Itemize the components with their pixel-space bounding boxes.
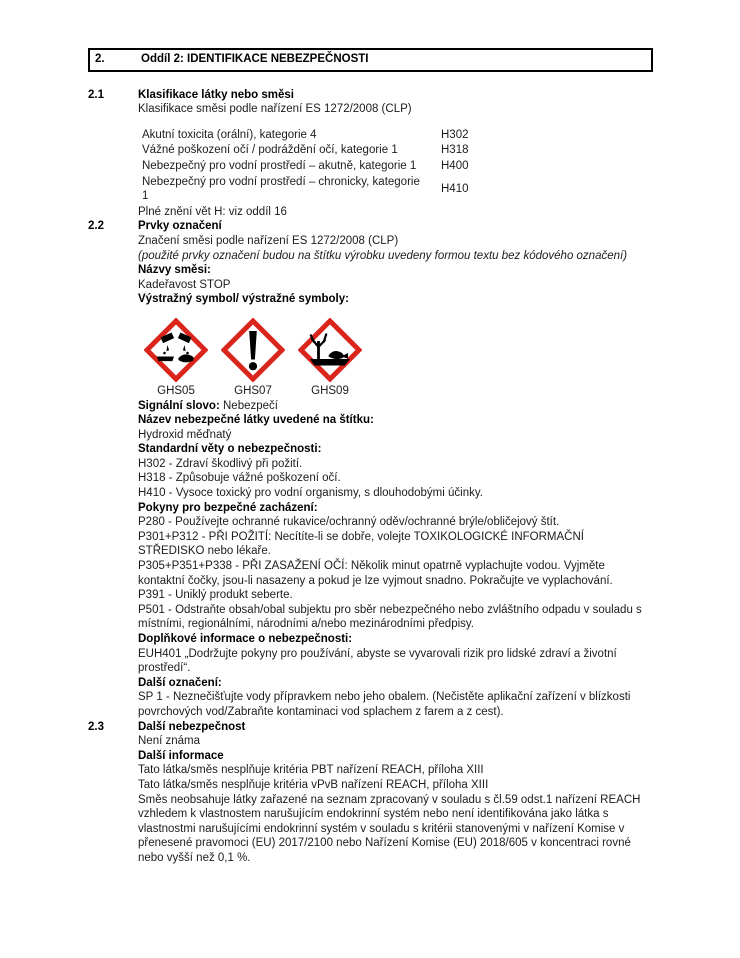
warning-symbols-label: Výstražný symbol/ výstražné symboly: bbox=[138, 293, 349, 306]
ghs-pictogram bbox=[215, 318, 291, 399]
p-statement-line: P305+P351+P338 - PŘI ZASAŽENÍ OČÍ: Několik minut opatrně vyplachujte vodou. Vyjměte kontaktní čočky, jsou-li nasazeny a pokud je lze vyjmout snadno. Pokračujte ve vyplachování. bbox=[138, 560, 613, 587]
ghs-pictogram-label: GHS07 bbox=[234, 384, 272, 397]
ghs05-corrosion-icon bbox=[144, 318, 208, 382]
table-row bbox=[138, 128, 469, 144]
signal-word-value: Nebezpečí bbox=[223, 399, 278, 412]
labeling-note-italic: (použité prvky označení budou na štítku výrobku uvedeny formou textu bez kódového označení) bbox=[138, 249, 628, 262]
h-statements-label: Standardní věty o nebezpečnosti: bbox=[138, 443, 322, 456]
ghs-pictogram bbox=[138, 318, 214, 399]
hazard-code-cell: H318 bbox=[441, 144, 469, 157]
hazard-substance-label: Název nebezpečné látky uvedené na štítku: bbox=[138, 414, 374, 427]
signal-word-label: Signální slovo: bbox=[138, 399, 220, 412]
section-2-2-title: Prvky označení bbox=[138, 220, 222, 233]
ghs-pictogram bbox=[292, 318, 368, 399]
classification-table bbox=[138, 128, 469, 205]
classification-intro: Klasifikace směsi podle nařízení ES 1272/2008 (CLP) bbox=[138, 103, 412, 116]
h-full-wording-note: Plné znění vět H: viz oddíl 16 bbox=[138, 205, 287, 218]
signal-word-line bbox=[138, 399, 653, 414]
p-statement-line: P501 - Odstraňte obsah/obal subjektu pro sběr nebezpečného nebo zvláštního odpadu v souladu s místními, regionálními, národními a/nebo mezinárodními předpisy. bbox=[138, 603, 642, 631]
section-2-header bbox=[88, 48, 653, 72]
section-2-1 bbox=[88, 88, 653, 220]
h-statement-line: H302 - Zdraví škodlivý při požití. bbox=[138, 457, 303, 470]
section-2-3 bbox=[88, 720, 653, 866]
section-2-3-title: Další nebezpečnost bbox=[138, 720, 246, 733]
p-statements-label: Pokyny pro bezpečné zacházení: bbox=[138, 501, 318, 514]
h-statement-line: H318 - Způsobuje vážné poškození očí. bbox=[138, 472, 341, 485]
table-row bbox=[138, 159, 469, 175]
section-2-1-number: 2.1 bbox=[88, 88, 104, 101]
supplemental-info-text: EUH401 „Dodržujte pokyny pro používání, abyste se vyvarovali rizik pro lidské zdraví a životní prostředí“. bbox=[138, 647, 617, 675]
supplemental-info-label: Doplňkové informace o nebezpečnosti: bbox=[138, 633, 353, 645]
section-2-title: Oddíl 2: IDENTIFIKACE NEBEZPEČNOSTI bbox=[141, 53, 369, 65]
section-2-number: 2. bbox=[95, 53, 105, 65]
section-2-3-number: 2.3 bbox=[88, 720, 104, 733]
labeling-intro: Značení směsi podle nařízení ES 1272/2008 (CLP) bbox=[138, 234, 399, 247]
ghs-pictogram-label: GHS05 bbox=[157, 384, 195, 397]
mixture-names-label: Názvy směsi: bbox=[138, 264, 211, 277]
hazard-code-cell: H302 bbox=[441, 128, 469, 141]
hazard-class-cell: Vážné poškození očí / podráždění očí, kategorie 1 bbox=[142, 144, 398, 157]
ghs09-environment-icon bbox=[298, 318, 362, 382]
hazard-class-cell: Nebezpečný pro vodní prostředí – akutně, kategorie 1 bbox=[142, 159, 417, 172]
info-line: Tato látka/směs nesplňuje kritéria vPvB nařízení REACH, příloha XIII bbox=[138, 778, 489, 791]
hazard-class-cell: Akutní toxicita (orální), kategorie 4 bbox=[142, 128, 317, 141]
other-information-label: Další informace bbox=[138, 749, 224, 762]
ghs-pictogram-row bbox=[138, 318, 653, 399]
ghs-pictogram-label: GHS09 bbox=[311, 384, 349, 397]
hazard-substance-name: Hydroxid měďnatý bbox=[138, 428, 232, 441]
other-hazards-value: Není známa bbox=[138, 735, 201, 748]
hazard-code-cell: H400 bbox=[441, 159, 469, 172]
p-statement-line: P391 - Uniklý produkt seberte. bbox=[138, 589, 293, 602]
table-row bbox=[138, 175, 469, 205]
p-statement-line: P280 - Používejte ochranné rukavice/ochranný oděv/ochranné brýle/obličejový štít. bbox=[138, 516, 560, 529]
section-2-2-number: 2.2 bbox=[88, 220, 104, 233]
hazard-class-cell: Nebezpečný pro vodní prostředí – chronicky, kategorie 1 bbox=[142, 175, 420, 203]
info-line: Směs neobsahuje látky zařazené na seznam zpracovaný v souladu s čl.59 odst.1 nařízení REACH vzhledem k vlastnostem narušujícím endokrinní systém nebo není identifikována jako látka s vlastnostmi narušujícími endokrinní systém v souladu s kritérii stanovenými v nařízení Komise v přenesené pravomoci (EU) 2017/2100 nebo Nařízení Komise (EU) 2018/605 v koncentraci rovné nebo vyšší než 0,1 %. bbox=[138, 793, 641, 864]
other-labeling-label: Další označení: bbox=[138, 676, 222, 689]
other-labeling-text: SP 1 - Neznečišťujte vody přípravkem nebo jeho obalem. (Nečistěte aplikační zařízení v blízkosti povrchových vod/Zabraňte kontaminaci vod splachem z farem a z cest). bbox=[138, 691, 631, 718]
table-row bbox=[138, 143, 469, 159]
h-statement-line: H410 - Vysoce toxický pro vodní organismy, s dlouhodobými účinky. bbox=[138, 487, 483, 500]
mixture-name: Kadeřavost STOP bbox=[138, 278, 231, 291]
section-2-2 bbox=[88, 219, 653, 719]
info-line: Tato látka/směs nesplňuje kritéria PBT nařízení REACH, příloha XIII bbox=[138, 764, 484, 777]
hazard-code-cell: H410 bbox=[441, 182, 469, 195]
section-2-1-title: Klasifikace látky nebo směsi bbox=[138, 88, 294, 101]
p-statement-line: P301+P312 - PŘI POŽITÍ: Necítíte-li se dobře, volejte TOXIKOLOGICKÉ INFORMAČNÍ STŘEDISKO nebo lékaře. bbox=[138, 530, 584, 558]
ghs07-exclamation-icon bbox=[221, 318, 285, 382]
